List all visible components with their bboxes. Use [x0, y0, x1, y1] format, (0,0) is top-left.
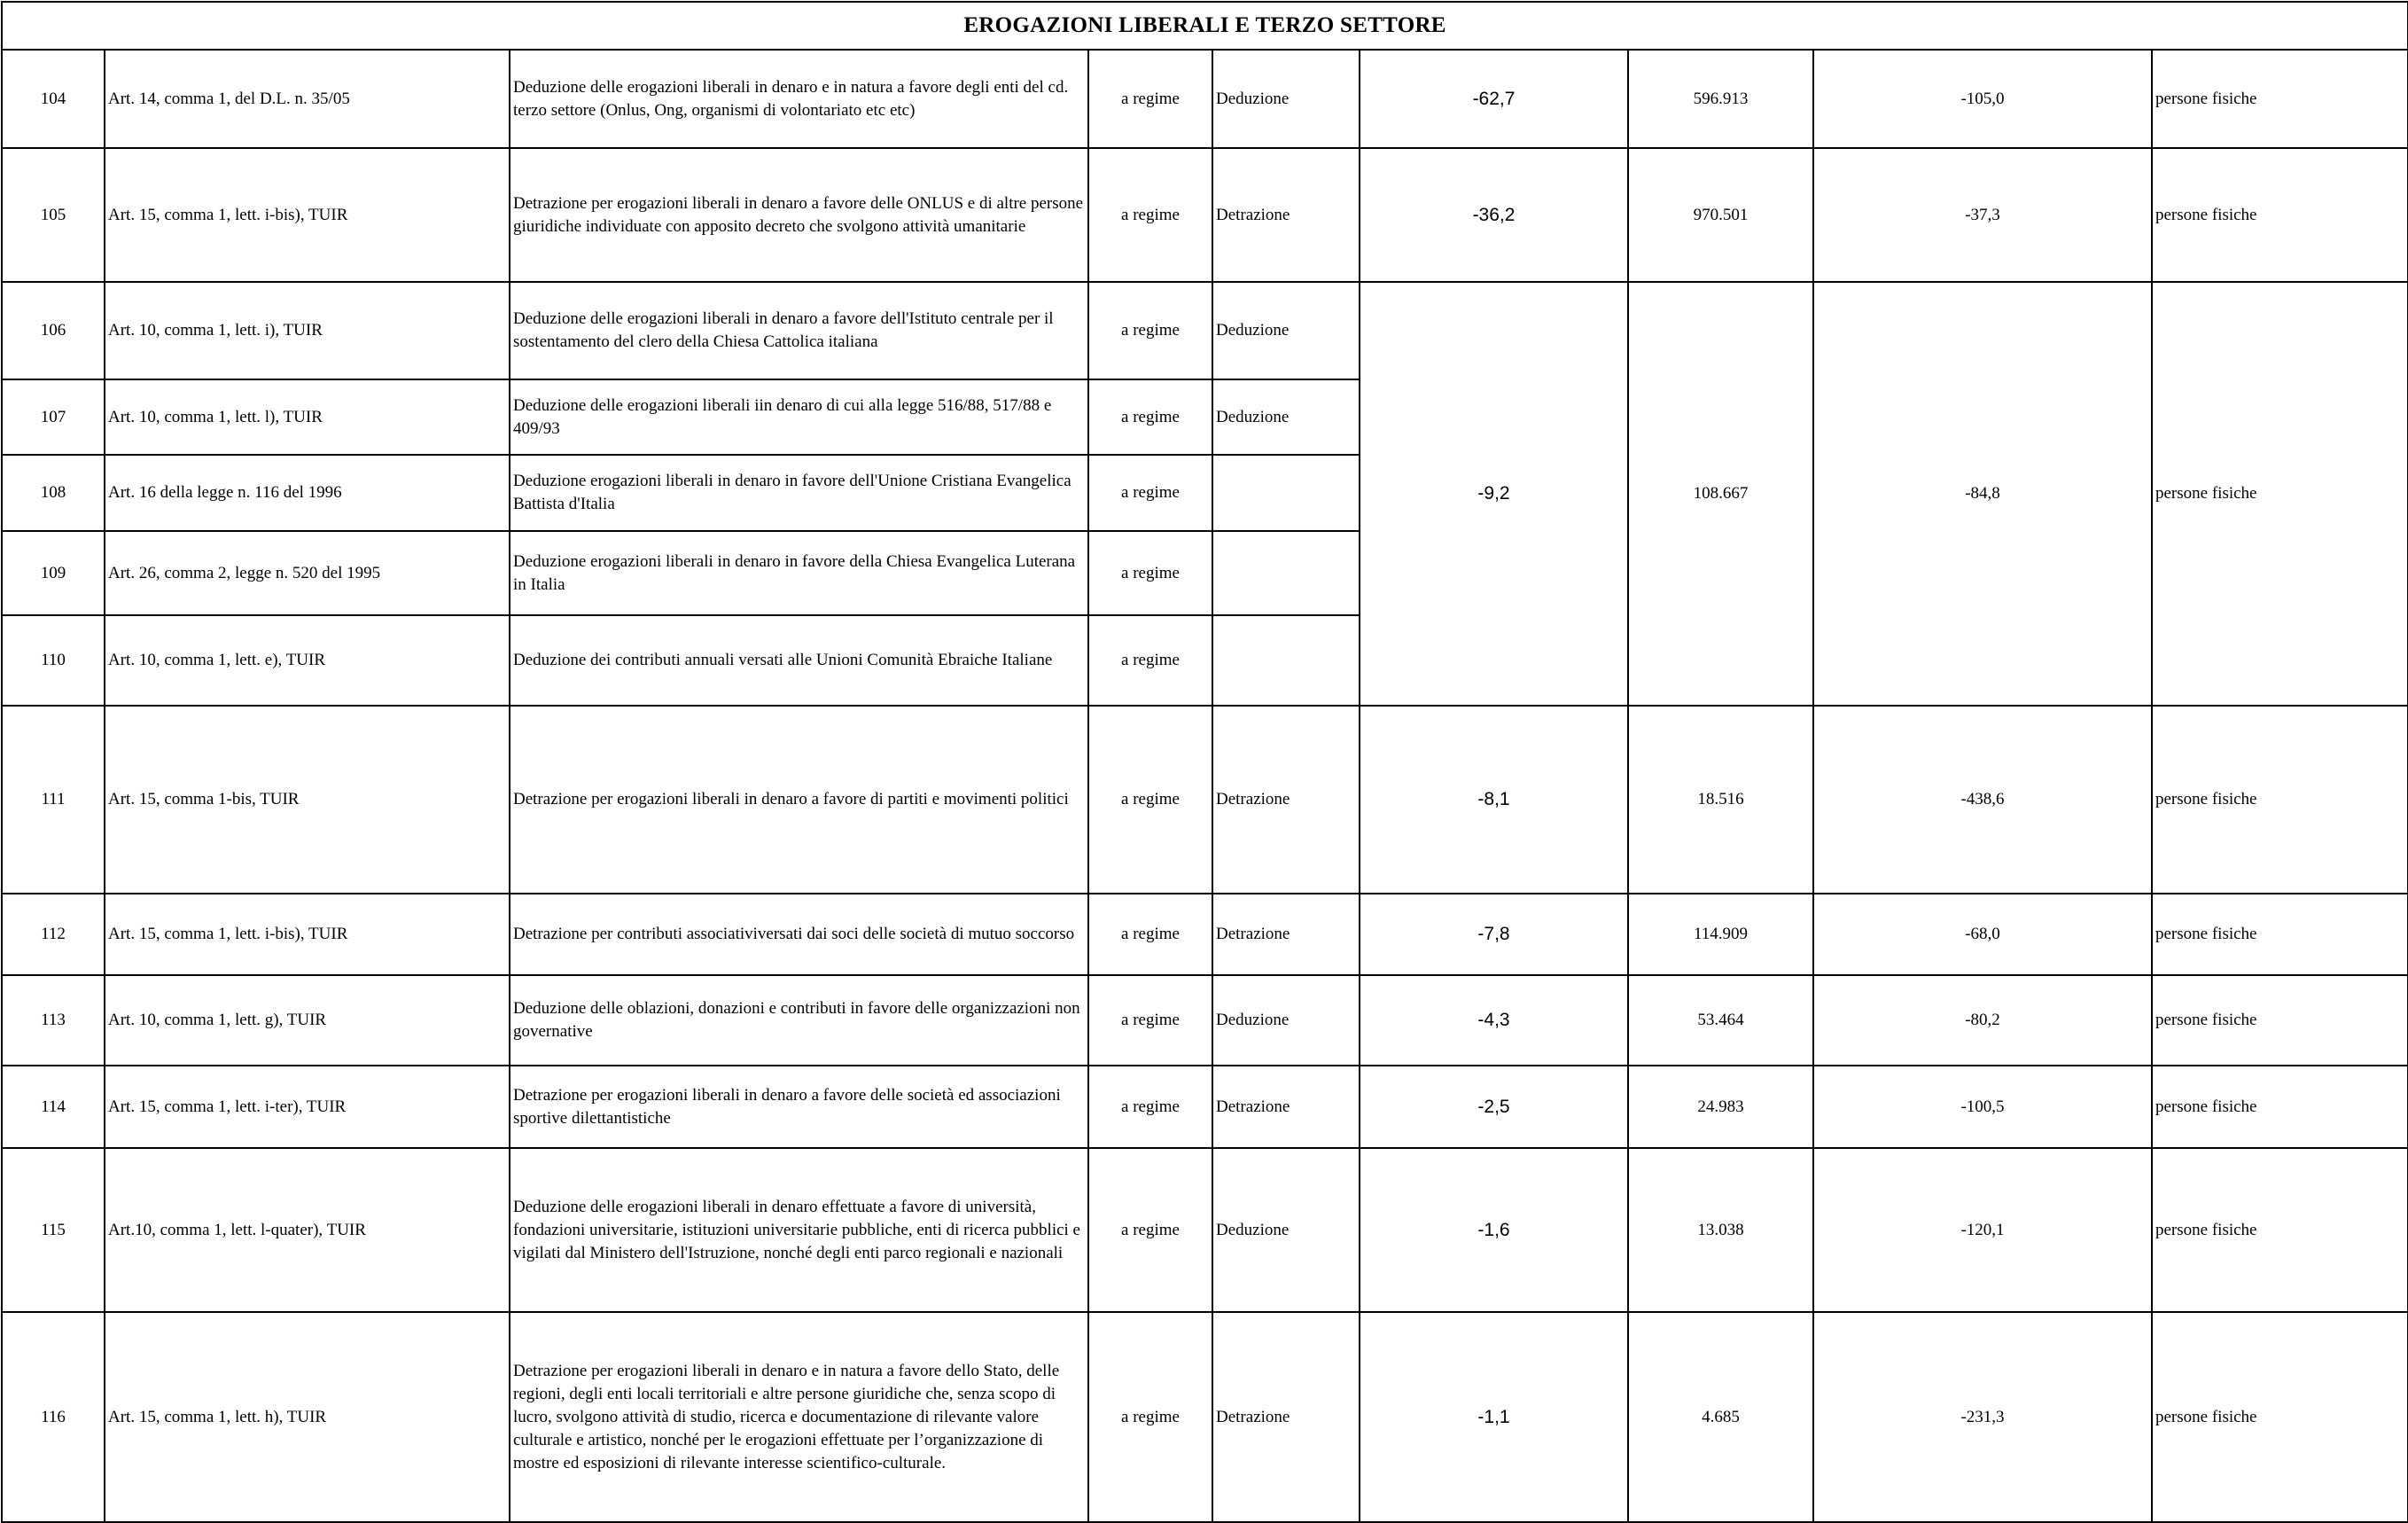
- measure-type: Detrazione: [1212, 894, 1360, 975]
- group-financial-effect: -9,2: [1360, 282, 1628, 706]
- table-row: [2, 148, 2408, 282]
- measure-description: Detrazione per erogazioni liberali in denaro a favore delle società ed associazioni sportive dilettantistiche: [510, 1066, 1088, 1148]
- average-amount: -80,2: [1813, 975, 2152, 1066]
- beneficiaries: persone fisiche: [2152, 50, 2408, 148]
- financial-effect: -1,1: [1360, 1312, 1628, 1522]
- measure-number: 114: [2, 1066, 105, 1148]
- measure-type: [1212, 615, 1360, 706]
- table-row: [2, 50, 2408, 148]
- measure-description: Deduzione delle erogazioni liberali in denaro e in natura a favore degli enti del cd. terzo settore (Onlus, Ong, organismi di volontariato etc etc): [510, 50, 1088, 148]
- measure-description: Detrazione per erogazioni liberali in denaro a favore delle ONLUS e di altre persone giuridiche individuate con apposito decreto che svolgono attività umanitarie: [510, 148, 1088, 282]
- measure-type: Detrazione: [1212, 1066, 1360, 1148]
- average-amount: -120,1: [1813, 1148, 2152, 1312]
- measure-type: [1212, 531, 1360, 615]
- table-row: [2, 706, 2408, 894]
- frequency: 18.516: [1628, 706, 1813, 894]
- measure-number: 116: [2, 1312, 105, 1522]
- beneficiaries: persone fisiche: [2152, 975, 2408, 1066]
- measure-number: 113: [2, 975, 105, 1066]
- measure-nature: a regime: [1088, 1066, 1212, 1148]
- frequency: 24.983: [1628, 1066, 1813, 1148]
- measure-description: Deduzione delle oblazioni, donazioni e contributi in favore delle organizzazioni non governative: [510, 975, 1088, 1066]
- beneficiaries: persone fisiche: [2152, 894, 2408, 975]
- measure-number: 104: [2, 50, 105, 148]
- frequency: 13.038: [1628, 1148, 1813, 1312]
- financial-effect: -4,3: [1360, 975, 1628, 1066]
- table-row: [2, 282, 2408, 379]
- legal-reference: Art. 16 della legge n. 116 del 1996: [105, 455, 510, 531]
- table-row: [2, 975, 2408, 1066]
- measure-type: Deduzione: [1212, 282, 1360, 379]
- measure-nature: a regime: [1088, 975, 1212, 1066]
- frequency: 114.909: [1628, 894, 1813, 975]
- measure-description: Deduzione delle erogazioni liberali in denaro effettuate a favore di università, fondazioni universitarie, istituzioni universitarie pubbliche, enti di ricerca pubblici e vigilati dal Ministero dell'Istruzione, nonché degli enti parco regionali e nazionali: [510, 1148, 1088, 1312]
- legal-reference: Art.10, comma 1, lett. l-quater), TUIR: [105, 1148, 510, 1312]
- average-amount: -100,5: [1813, 1066, 2152, 1148]
- measure-number: 115: [2, 1148, 105, 1312]
- measure-description: Deduzione erogazioni liberali in denaro in favore della Chiesa Evangelica Luterana in Italia: [510, 531, 1088, 615]
- legal-reference: Art. 14, comma 1, del D.L. n. 35/05: [105, 50, 510, 148]
- average-amount: -231,3: [1813, 1312, 2152, 1522]
- measure-type: Detrazione: [1212, 148, 1360, 282]
- measure-nature: a regime: [1088, 50, 1212, 148]
- table-title-row: [2, 2, 2408, 50]
- table-row: [2, 1148, 2408, 1312]
- frequency: 4.685: [1628, 1312, 1813, 1522]
- measure-type: Deduzione: [1212, 379, 1360, 455]
- legal-reference: Art. 10, comma 1, lett. e), TUIR: [105, 615, 510, 706]
- average-amount: -105,0: [1813, 50, 2152, 148]
- table-title: EROGAZIONI LIBERALI E TERZO SETTORE: [2, 2, 2408, 50]
- measure-nature: a regime: [1088, 615, 1212, 706]
- financial-effect: -2,5: [1360, 1066, 1628, 1148]
- financial-effect: -8,1: [1360, 706, 1628, 894]
- measure-type: [1212, 455, 1360, 531]
- measure-description: Detrazione per erogazioni liberali in denaro a favore di partiti e movimenti politici: [510, 706, 1088, 894]
- beneficiaries: persone fisiche: [2152, 1066, 2408, 1148]
- beneficiaries: persone fisiche: [2152, 1312, 2408, 1522]
- beneficiaries: persone fisiche: [2152, 1148, 2408, 1312]
- measure-number: 105: [2, 148, 105, 282]
- legal-reference: Art. 15, comma 1, lett. i-bis), TUIR: [105, 148, 510, 282]
- table-row: [2, 1066, 2408, 1148]
- beneficiaries: persone fisiche: [2152, 706, 2408, 894]
- measure-number: 106: [2, 282, 105, 379]
- measure-type: Deduzione: [1212, 50, 1360, 148]
- measure-nature: a regime: [1088, 1312, 1212, 1522]
- measure-description: Detrazione per erogazioni liberali in denaro e in natura a favore dello Stato, delle regioni, degli enti locali territoriali e altre persone giuridiche che, senza scopo di lucro, svolgono attività di studio, ricerca e documentazione di rilevante valore culturale e artistico, nonché per le erogazioni effettuate per l’organizzazione di mostre ed esposizioni di rilevante interesse scientifico-culturale.: [510, 1312, 1088, 1522]
- measure-number: 110: [2, 615, 105, 706]
- financial-effect: -1,6: [1360, 1148, 1628, 1312]
- measure-description: Deduzione dei contributi annuali versati alle Unioni Comunità Ebraiche Italiane: [510, 615, 1088, 706]
- measure-number: 109: [2, 531, 105, 615]
- legal-reference: Art. 26, comma 2, legge n. 520 del 1995: [105, 531, 510, 615]
- measure-number: 107: [2, 379, 105, 455]
- legal-reference: Art. 15, comma 1, lett. h), TUIR: [105, 1312, 510, 1522]
- legal-reference: Art. 15, comma 1, lett. i-bis), TUIR: [105, 894, 510, 975]
- measure-nature: a regime: [1088, 455, 1212, 531]
- legal-reference: Art. 15, comma 1-bis, TUIR: [105, 706, 510, 894]
- measure-description: Deduzione erogazioni liberali in denaro in favore dell'Unione Cristiana Evangelica Battista d'Italia: [510, 455, 1088, 531]
- frequency: 596.913: [1628, 50, 1813, 148]
- measure-nature: a regime: [1088, 1148, 1212, 1312]
- group-average-amount: -84,8: [1813, 282, 2152, 706]
- average-amount: -68,0: [1813, 894, 2152, 975]
- measure-description: Deduzione delle erogazioni liberali in denaro a favore dell'Istituto centrale per il sostentamento del clero della Chiesa Cattolica italiana: [510, 282, 1088, 379]
- legal-reference: Art. 10, comma 1, lett. g), TUIR: [105, 975, 510, 1066]
- measure-nature: a regime: [1088, 379, 1212, 455]
- measure-type: Deduzione: [1212, 1148, 1360, 1312]
- measure-nature: a regime: [1088, 894, 1212, 975]
- measure-number: 111: [2, 706, 105, 894]
- average-amount: -37,3: [1813, 148, 2152, 282]
- frequency: 53.464: [1628, 975, 1813, 1066]
- table-row: [2, 894, 2408, 975]
- group-frequency: 108.667: [1628, 282, 1813, 706]
- frequency: 970.501: [1628, 148, 1813, 282]
- measure-number: 108: [2, 455, 105, 531]
- financial-effect: -36,2: [1360, 148, 1628, 282]
- group-beneficiaries: persone fisiche: [2152, 282, 2408, 706]
- measure-nature: a regime: [1088, 531, 1212, 615]
- financial-effect: -62,7: [1360, 50, 1628, 148]
- measure-number: 112: [2, 894, 105, 975]
- measure-nature: a regime: [1088, 706, 1212, 894]
- measure-description: Detrazione per contributi associativiversati dai soci delle società di mutuo soccorso: [510, 894, 1088, 975]
- measure-type: Detrazione: [1212, 706, 1360, 894]
- measure-nature: a regime: [1088, 282, 1212, 379]
- legal-reference: Art. 10, comma 1, lett. l), TUIR: [105, 379, 510, 455]
- measure-type: Detrazione: [1212, 1312, 1360, 1522]
- financial-effect: -7,8: [1360, 894, 1628, 975]
- table-row: [2, 1312, 2408, 1522]
- tax-expenditures-table: [1, 1, 2408, 1523]
- legal-reference: Art. 15, comma 1, lett. i-ter), TUIR: [105, 1066, 510, 1148]
- measure-description: Deduzione delle erogazioni liberali iin denaro di cui alla legge 516/88, 517/88 e 409/93: [510, 379, 1088, 455]
- measure-nature: a regime: [1088, 148, 1212, 282]
- average-amount: -438,6: [1813, 706, 2152, 894]
- legal-reference: Art. 10, comma 1, lett. i), TUIR: [105, 282, 510, 379]
- measure-type: Deduzione: [1212, 975, 1360, 1066]
- beneficiaries: persone fisiche: [2152, 148, 2408, 282]
